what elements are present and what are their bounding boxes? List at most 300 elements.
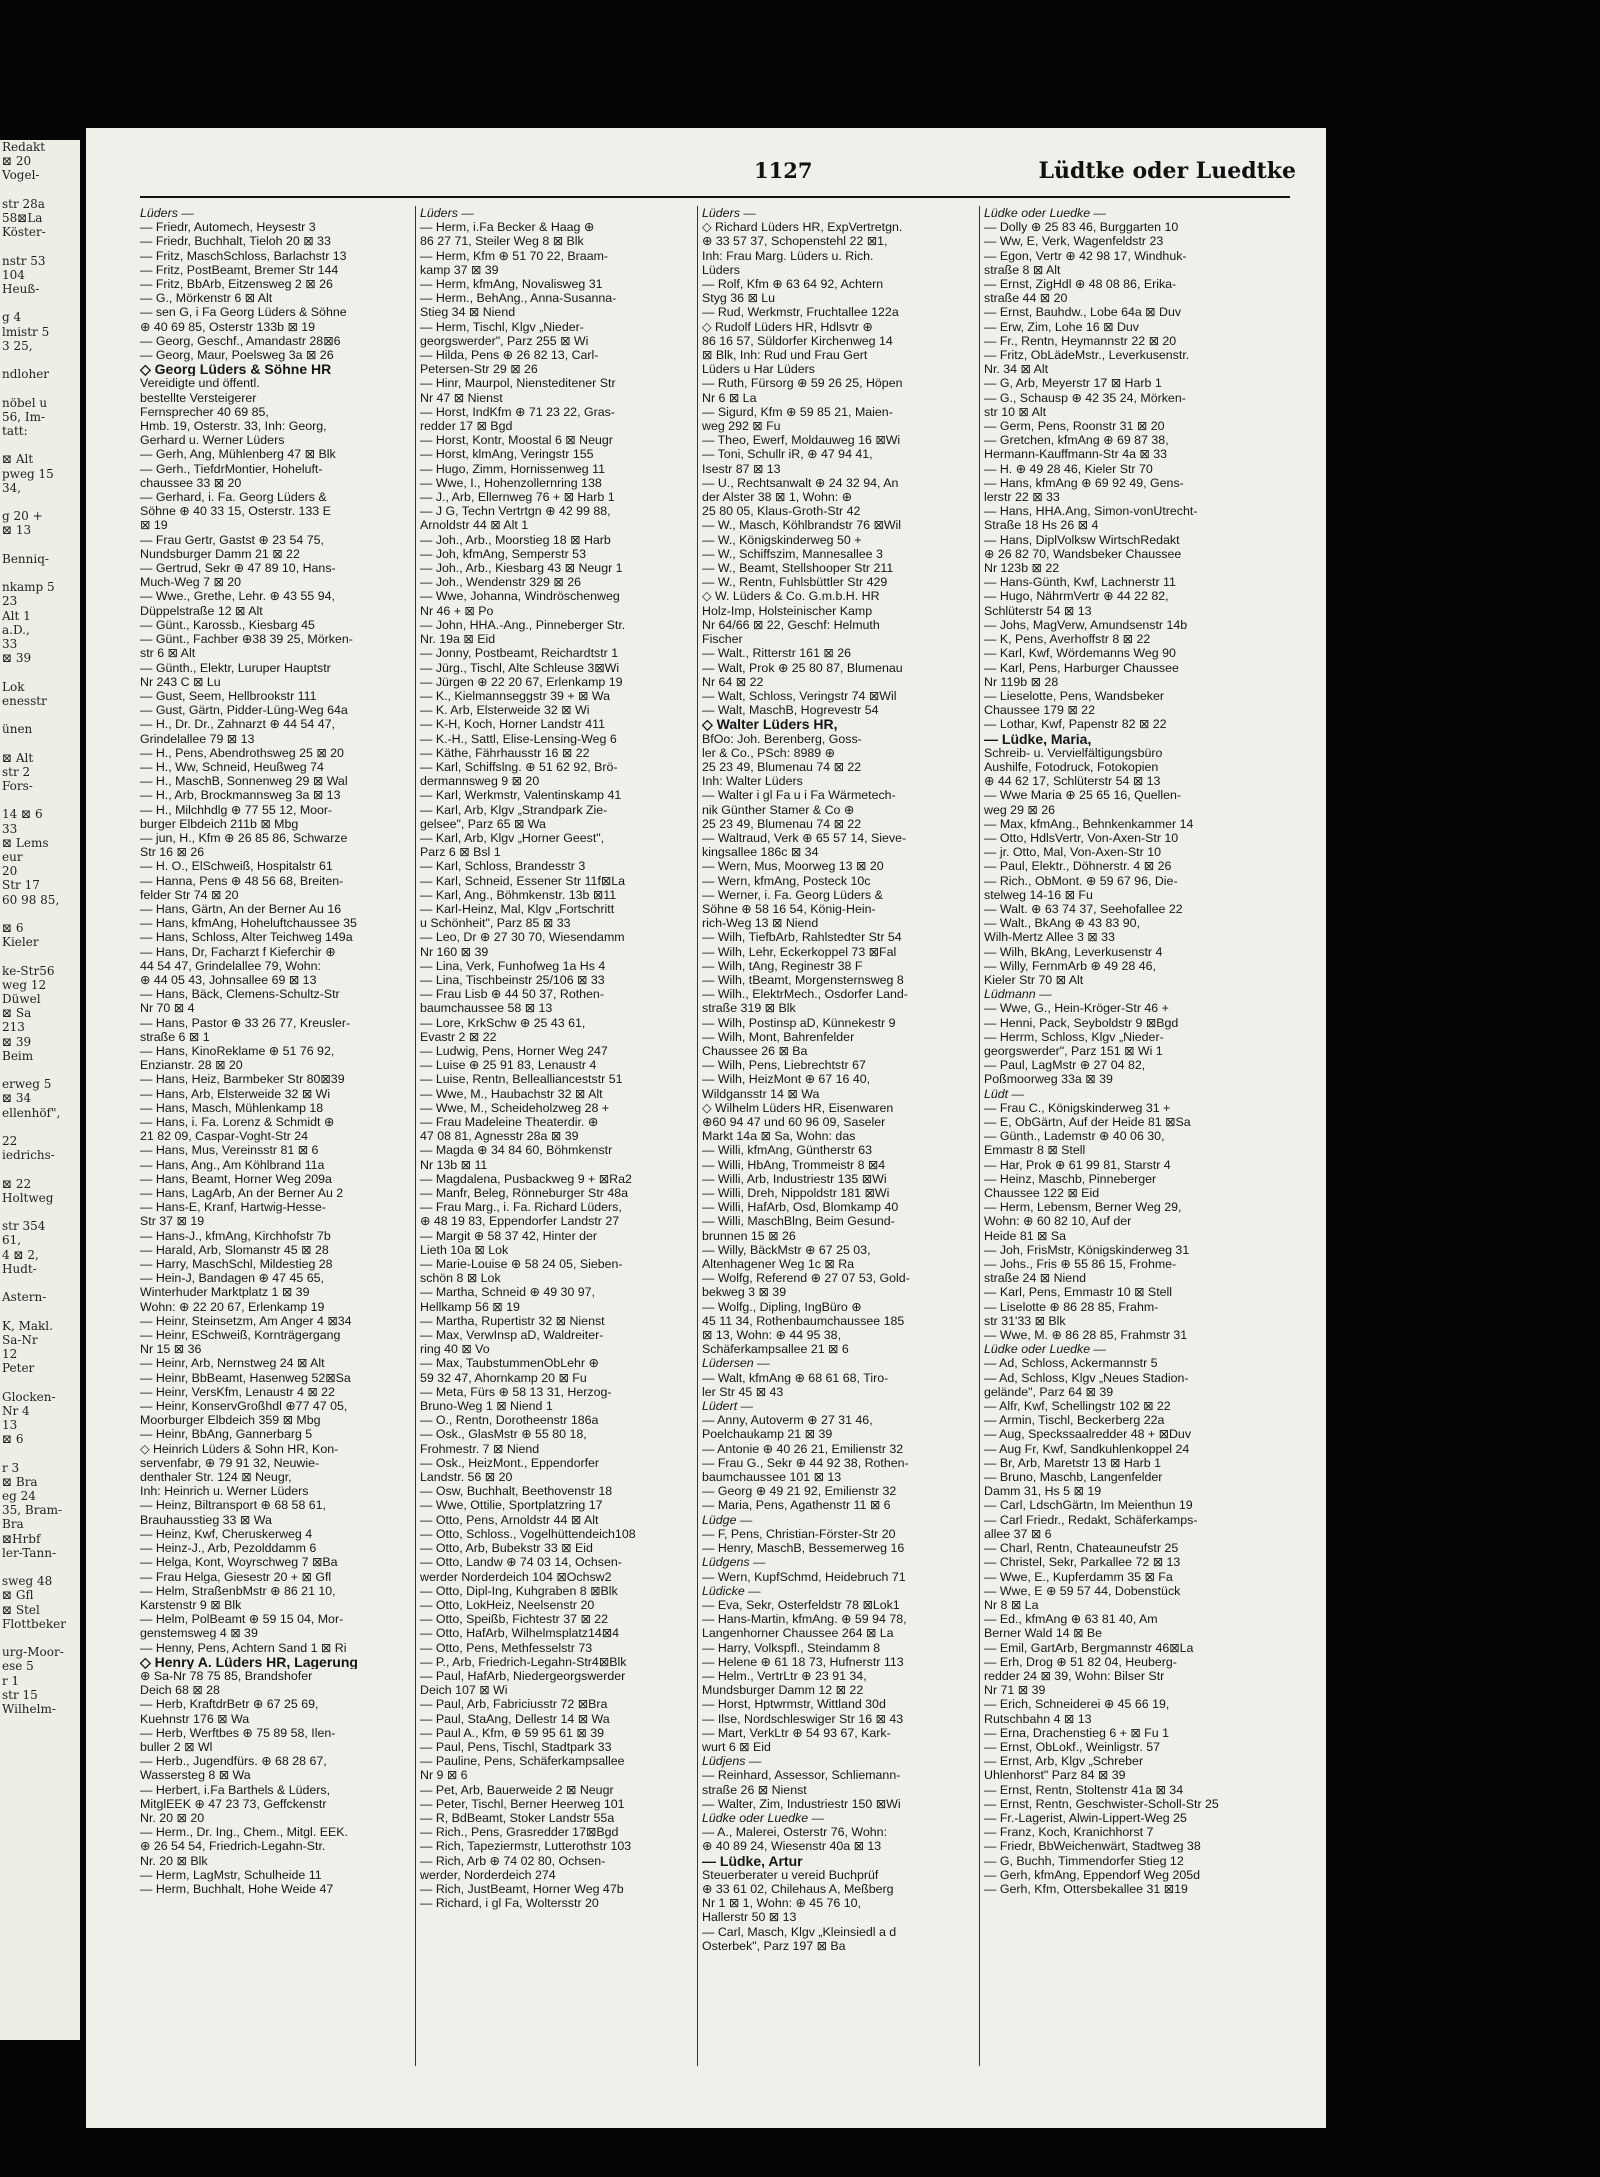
directory-entry-line: ◇ Henry A. Lüders HR, Lagerung: [140, 1654, 358, 1669]
column-2: [420, 206, 702, 2076]
directory-entry-line: Lüders: [702, 262, 740, 277]
directory-entry-line: Nr. 34 ⊠ Alt: [984, 362, 1049, 377]
directory-entry-line: — Ernst, ZigHdl ⊕ 48 08 86, Erika-: [984, 277, 1177, 292]
directory-entry-line: buller 2 ⊠ Wl: [140, 1739, 213, 1754]
directory-entry-line: — Heinr, Steinsetzm, Am Anger 4 ⊠34: [140, 1313, 352, 1328]
directory-entry-line: — Hans, kfmAng ⊕ 69 92 49, Gens-: [984, 475, 1184, 490]
directory-entry-line: — Gust, Seem, Hellbrookstr 111: [140, 688, 317, 703]
left-page-fragment-text: ⊠ 39: [2, 1034, 32, 1049]
directory-entry-line: — H. O., ElSchweiß, Hospitalstr 61: [140, 859, 333, 874]
directory-entry-line: — Willi, kfmAng, Güntherstr 63: [702, 1143, 873, 1158]
directory-entry-line: — Heinz-J., Arb, Pezolddamm 6: [140, 1541, 317, 1556]
directory-entry-line: kamp 37 ⊠ 39: [420, 262, 499, 277]
left-page-fragment-text: ⊠ Alt: [2, 750, 34, 765]
directory-entry-line: — Leo, Dr ⊕ 27 30 70, Wiesendamm: [420, 930, 625, 945]
directory-entry-line: — Jürg., Tischl, Alte Schleuse 3⊠Wi: [420, 660, 620, 675]
left-page-fragment-text: Heuß-: [2, 282, 40, 296]
directory-entry-line: — Wern, Mus, Moorweg 13 ⊠ 20: [702, 859, 884, 874]
directory-entry-line: — Herb, KraftdrBetr ⊕ 67 25 69,: [140, 1697, 319, 1712]
left-page-fragment-text: ese 5: [2, 1659, 34, 1674]
directory-entry-line: — Rolf, Kfm ⊕ 63 64 92, Achtern: [702, 277, 884, 292]
directory-entry-line: — Ruth, Fürsorg ⊕ 59 26 25, Höpen: [702, 376, 903, 391]
directory-entry-line: — Mart, VerkLtr ⊕ 54 93 67, Kark-: [702, 1725, 891, 1740]
directory-entry-line: — Paul A., Kfm, ⊕ 59 95 61 ⊠ 39: [420, 1725, 605, 1740]
surname-heading: Lüders —: [140, 206, 194, 220]
directory-entry-line: — Hans, LagArb, An der Berner Au 2: [140, 1186, 344, 1201]
directory-entry-line: — Hans, Masch, Mühlenkamp 18: [140, 1100, 324, 1115]
directory-entry-line: — Carl, Masch, Klgv „Kleinsiedl a d: [702, 1924, 897, 1939]
directory-entry-line: Kieler Str 70 ⊠ Alt: [984, 972, 1084, 987]
directory-entry-line: chaussee 33 ⊠ 20: [140, 475, 242, 490]
directory-entry-line: — Ernst, Rentn, Stoltenstr 41a ⊠ 34: [984, 1782, 1184, 1797]
left-page-fragment-text: ⊠ Sa: [2, 1006, 32, 1021]
directory-entry-line: — Horst, Kontr, Moostal 6 ⊠ Neugr: [420, 433, 613, 448]
directory-entry-line: — Helene ⊕ 61 18 73, Hufnerstr 113: [702, 1654, 904, 1669]
directory-entry-line: — Herbert, i.Fa Barthels & Lüders,: [140, 1782, 331, 1797]
left-page-fragment-text: 61,: [2, 1233, 22, 1248]
left-page-fragment-text: Benniq-: [2, 551, 49, 566]
left-page-fragment-text: ⊠ 39: [2, 651, 32, 666]
directory-entry-line: Deich 107 ⊠ Wi: [420, 1683, 508, 1698]
directory-entry-line: Berner Wald 14 ⊠ Be: [984, 1626, 1103, 1641]
directory-entry-line: — Ad, Schloss, Klgv „Neues Stadion-: [984, 1370, 1189, 1385]
directory-entry-line: Parz 6 ⊠ Bsl 1: [420, 845, 501, 860]
left-page-fragment-text: lmistr 5: [2, 324, 50, 339]
directory-entry-line: wurt 6 ⊠ Eid: [702, 1739, 771, 1754]
directory-entry-line: — K-H, Koch, Horner Landstr 411: [420, 717, 606, 732]
directory-entry-line: ◇ Richard Lüders HR, ExpVertretgn.: [702, 220, 903, 235]
directory-entry-line: — Georg, Maur, Poelsweg 3a ⊠ 26: [140, 348, 334, 363]
directory-entry-line: Hermann-Kauffmann-Str 4a ⊠ 33: [984, 447, 1168, 462]
directory-entry-line: — Georg, Geschf., Amandastr 28⊠6: [140, 333, 341, 348]
left-page-fragment-text: Str 17: [2, 878, 40, 893]
directory-entry-line: Nr 243 C ⊠ Lu: [140, 674, 221, 689]
directory-entry-line: — Herm, kfmAng, Novalisweg 31: [420, 277, 603, 292]
directory-entry-line: — Ww, E, Verk, Wagenfeldstr 23: [984, 234, 1164, 249]
directory-entry-line: — Friedr, Automech, Heysestr 3: [140, 220, 316, 235]
directory-entry-line: — Osk., HeizMont., Eppendorfer: [420, 1455, 600, 1470]
directory-entry-line: — Osk., GlasMstr ⊕ 55 80 18,: [420, 1427, 587, 1442]
directory-entry-line: straße 8 ⊠ Alt: [984, 262, 1061, 277]
directory-entry-line: — Wilh, Pens, Liebrechtstr 67: [702, 1058, 866, 1073]
directory-entry-line: — Helm, PolBeamt ⊕ 59 15 04, Mor-: [140, 1612, 344, 1627]
directory-entry-line: — Harry, MaschSchl, Mildestieg 28: [140, 1257, 333, 1272]
directory-entry-line: — Otto, Schloss., Vogelhüttendeich108: [420, 1526, 636, 1541]
directory-entry-line: der Alster 38 ⊠ 1, Wohn: ⊕: [702, 490, 853, 505]
directory-entry-line: — Karl-Heinz, Mal, Klgv „Fortschritt: [420, 901, 615, 916]
directory-entry-line: Schäferkampsallee 21 ⊠ 6: [702, 1342, 849, 1357]
directory-entry-line: 86 16 57, Süldorfer Kirchenweg 14: [702, 333, 893, 348]
directory-entry-line: — Heinr, BbAng, Gannerbarg 5: [140, 1427, 313, 1442]
directory-entry-line: — Hans-Günth, Kwf, Lachnerstr 11: [984, 575, 1176, 590]
directory-entry-line: — Martha, Rupertistr 32 ⊠ Nienst: [420, 1313, 605, 1328]
directory-entry-line: — Reinhard, Assessor, Schliemann-: [702, 1768, 901, 1783]
directory-entry-line: — Wilh, tBeamt, Morgensternsweg 8: [702, 972, 904, 987]
directory-entry-line: — Br, Arb, Maretstr 13 ⊠ Harb 1: [984, 1455, 1162, 1470]
directory-entry-line: — Aug Fr, Kwf, Sandkuhlenkoppel 24: [984, 1441, 1190, 1456]
directory-entry-line: — H., Pens, Abendrothsweg 25 ⊠ 20: [140, 745, 344, 760]
directory-entry-line: Styg 36 ⊠ Lu: [702, 291, 776, 306]
directory-entry-line: — Wilh., ElektrMech., Osdorfer Land-: [702, 987, 908, 1002]
directory-entry-line: — Willy, BäckMstr ⊕ 67 25 03,: [702, 1242, 871, 1257]
directory-entry-line: — Frau Marg., i. Fa. Richard Lüders,: [420, 1200, 622, 1215]
directory-entry-line: — Hans, Mus, Vereinsstr 81 ⊠ 6: [140, 1143, 319, 1158]
directory-entry-line: Lieth 10a ⊠ Lok: [420, 1242, 509, 1257]
directory-entry-line: ring 40 ⊠ Vo: [420, 1342, 490, 1357]
directory-entry-line: werder, Norderdeich 274: [420, 1867, 556, 1882]
directory-entry-line: ◇ Rudolf Lüders HR, Hdlsvtr ⊕: [702, 319, 873, 334]
directory-entry-line: Fischer: [702, 632, 743, 647]
directory-entry-line: — Joh, kfmAng, Semperstr 53: [420, 546, 586, 561]
directory-entry-line: — Charl, Rentn, Chateauneufstr 25: [984, 1541, 1179, 1556]
surname-heading: Lüdt —: [984, 1086, 1024, 1101]
directory-entry-line: — Wilh, tAng, Reginestr 38 F: [702, 958, 863, 973]
directory-entry-line: — Ernst, ObLokf., Weinligstr. 57: [984, 1739, 1161, 1754]
directory-entry-line: baumchaussee 101 ⊠ 13: [702, 1470, 842, 1485]
directory-entry-line: — Walt, Schloss, Veringstr 74 ⊠Wil: [702, 688, 897, 703]
directory-entry-line: Wohn: ⊕ 60 82 10, Auf der: [984, 1214, 1132, 1229]
directory-entry-line: — Willi, HbAng, Trommeistr 8 ⊠4: [702, 1157, 886, 1172]
directory-entry-line: — Willi, HafArb, Osd, Blomkamp 40: [702, 1200, 899, 1215]
directory-entry-line: Nr. 20 ⊠ Blk: [140, 1853, 208, 1868]
directory-entry-line: — Joh., Arb., Moorstieg 18 ⊠ Harb: [420, 532, 611, 547]
directory-entry-line: Nr 71 ⊠ 39: [984, 1683, 1046, 1698]
left-page-fragment-text: Peter: [2, 1361, 35, 1376]
directory-entry-line: — Karl, Werkmstr, Valentinskamp 41: [420, 788, 622, 803]
directory-entry-line: — Otto, Dipl-Ing, Kuhgraben 8 ⊠Blk: [420, 1583, 618, 1598]
left-page-fragment-text: 33: [2, 637, 18, 651]
left-page-fragment-text: g 20 +: [2, 509, 43, 524]
directory-entry-line: Nr 8 ⊠ La: [984, 1597, 1039, 1612]
directory-entry-line: — Wilh, Postinsp aD, Künnekestr 9: [702, 1015, 896, 1030]
directory-entry-line: — Christel, Sekr, Parkallee 72 ⊠ 13: [984, 1555, 1181, 1570]
directory-entry-line: straße 24 ⊠ Niend: [984, 1271, 1086, 1286]
directory-entry-line: — Armin, Tischl, Beckerberg 22a: [984, 1413, 1165, 1428]
directory-entry-line: — Ernst, Arb, Klgv „Schreber: [984, 1754, 1144, 1769]
directory-entry-line: Inh: Frau Marg. Lüders u. Rich.: [702, 248, 874, 263]
directory-entry-line: — Heinz, Maschb, Pinneberger: [984, 1171, 1157, 1186]
directory-entry-line: — Paul, Arb, Fabriciusstr 72 ⊠Bra: [420, 1697, 608, 1712]
directory-entry-line: — Fritz, BbArb, Eitzensweg 2 ⊠ 26: [140, 277, 333, 292]
directory-entry-line: — Rich, Tapeziermstr, Lutterothstr 103: [420, 1839, 632, 1854]
directory-entry-line: Nr 46 + ⊠ Po: [420, 603, 494, 618]
page-header: [86, 158, 1326, 194]
surname-heading: Lüdicke —: [702, 1583, 761, 1598]
left-page-fragment-text: sweg 48: [2, 1574, 53, 1589]
left-page-fragment-text: 56, Im-: [2, 409, 46, 424]
directory-entry-line: — Paul, LagMstr ⊕ 27 04 82,: [984, 1058, 1146, 1073]
directory-entry-line: schön 8 ⊠ Lok: [420, 1271, 501, 1286]
directory-entry-line: redder 17 ⊠ Bgd: [420, 419, 513, 434]
directory-entry-line: Nr 119b ⊠ 28: [984, 674, 1059, 689]
directory-entry-line: — K, Pens, Averhoffstr 8 ⊠ 22: [984, 632, 1151, 647]
directory-entry-line: — Friedr, BbWeichenwärt, Stadtweg 38: [984, 1839, 1201, 1854]
left-page-fragment-text: Flottbeker: [2, 1616, 66, 1631]
directory-entry-line: str 10 ⊠ Alt: [984, 404, 1047, 419]
directory-entry-line: Inh: Walter Lüders: [702, 774, 803, 789]
left-page-fragment-text: 23: [2, 594, 18, 609]
directory-entry-line: Evastr 2 ⊠ 22: [420, 1029, 497, 1044]
directory-entry-line: — Dolly ⊕ 25 83 46, Burggarten 10: [984, 220, 1179, 235]
directory-entry-line: Grindelallee 79 ⊠ 13: [140, 731, 255, 746]
directory-entry-line: dermannsweg 9 ⊠ 20: [420, 774, 540, 789]
directory-entry-line: — Walt, MaschB, Hogrevestr 54: [702, 703, 879, 718]
directory-entry-line: — Frau Helga, Giesestr 20 + ⊠ Gfl: [140, 1569, 332, 1584]
directory-entry-line: — Karl, Schneid, Essener Str 11f⊠La: [420, 873, 626, 888]
directory-entry-line: Hallerstr 50 ⊠ 13: [702, 1910, 797, 1925]
directory-entry-line: — Lüdke, Maria,: [984, 731, 1092, 746]
left-page-fragment-text: Sa-Nr: [2, 1332, 38, 1347]
directory-entry-line: — Otto, HdlsVertr, Von-Axen-Str 10: [984, 830, 1179, 845]
left-page-fragment-text: ⊠ 34: [2, 1091, 32, 1106]
directory-entry-line: — Wwe, G., Hein-Kröger-Str 46 +: [984, 1001, 1169, 1016]
directory-entry-line: Inh: Heinrich u. Werner Lüders: [140, 1484, 309, 1499]
directory-entry-line: Heide 81 ⊠ Sa: [984, 1228, 1067, 1243]
directory-entry-line: — Richard, i gl Fa, Woltersstr 20: [420, 1896, 599, 1911]
directory-entry-line: — Aug, Speckssaalredder 48 + ⊠Duv: [984, 1427, 1192, 1442]
directory-entry-line: — Herb, Werftbes ⊕ 75 89 58, Ilen-: [140, 1725, 336, 1740]
left-page-fragment-text: enesstr: [2, 693, 47, 708]
directory-entry-line: straße 44 ⊠ 20: [984, 291, 1068, 306]
directory-entry-line: — G., Mörkenstr 6 ⊠ Alt: [140, 291, 273, 306]
directory-entry-line: gelände", Parz 64 ⊠ 39: [984, 1384, 1114, 1399]
left-page-fragment-text: str 354: [2, 1219, 46, 1234]
directory-entry-line: Düppelstraße 12 ⊠ Alt: [140, 603, 263, 618]
directory-entry-line: ◇ Wilhelm Lüders HR, Eisenwaren: [702, 1100, 894, 1115]
directory-entry-line: — Hans, HHA.Ang, Simon-vonUtrecht-: [984, 504, 1198, 519]
directory-entry-line: — Germ, Pens, Roonstr 31 ⊠ 20: [984, 419, 1165, 434]
directory-entry-line: Damm 31, Hs 5 ⊠ 19: [984, 1484, 1102, 1499]
directory-entry-line: — Erw, Zim, Lohe 16 ⊠ Duv: [984, 319, 1139, 334]
directory-entry-line: — Hans, Gärtn, An der Berner Au 16: [140, 901, 342, 916]
directory-entry-line: — Wern, KupfSchmd, Heidebruch 71: [702, 1569, 906, 1584]
directory-entry-line: bekweg 3 ⊠ 39: [702, 1285, 787, 1300]
directory-entry-line: Deich 68 ⊠ 28: [140, 1683, 220, 1698]
directory-entry-line: — Max, VerwInsp aD, Waldreiter-: [420, 1328, 604, 1343]
directory-entry-line: — Hans, Dr, Facharzt f Kieferchir ⊕: [140, 944, 336, 959]
directory-entry-line: — Fr.-Lagerist, Alwin-Lippert-Weg 25: [984, 1810, 1187, 1825]
directory-entry-line: — Horst, Hptwrmstr, Wittland 30d: [702, 1697, 886, 1712]
directory-entry-line: Stieg 34 ⊠ Niend: [420, 305, 516, 320]
directory-entry-line: — Jonny, Postbeamt, Reichardtstr 1: [420, 646, 619, 661]
directory-entry-line: ⊕ 26 82 70, Wandsbeker Chaussee: [984, 546, 1182, 561]
directory-entry-line: — Max, kfmAng., Behnkenkammer 14: [984, 816, 1194, 831]
surname-heading: Lüdge —: [702, 1512, 753, 1527]
left-page-fragment-text: Köster-: [2, 225, 46, 240]
left-page-fragment-text: Kieler: [2, 935, 39, 950]
directory-entry-line: — Lina, Verk, Funhofweg 1a Hs 4: [420, 958, 606, 973]
directory-entry-line: — Wilh, BkAng, Leverkusenstr 4: [984, 944, 1163, 959]
directory-entry-line: — K., Kielmannseggstr 39 + ⊠ Wa: [420, 688, 611, 703]
directory-entry-line: — Fritz, PostBeamt, Bremer Str 144: [140, 262, 339, 277]
directory-entry-line: — Sigurd, Kfm ⊕ 59 85 21, Maien-: [702, 404, 893, 419]
directory-entry-line: Wassersteg 8 ⊠ Wa: [140, 1768, 251, 1783]
running-head: Lüdtke oder Luedtke: [1038, 158, 1296, 184]
directory-entry-line: Poelchaukamp 21 ⊠ 39: [702, 1427, 833, 1442]
left-page-fragment-text: erweg 5: [2, 1077, 52, 1092]
left-page-fragment-text: ⊠Hrbf: [2, 1531, 41, 1546]
directory-entry-line: Kuehnstr 176 ⊠ Wa: [140, 1711, 250, 1726]
directory-entry-line: ◇ Heinrich Lüders & Sohn HR, Kon-: [140, 1441, 339, 1456]
left-page-fragment-text: 60 98 85,: [2, 892, 60, 907]
directory-entry-line: 44 54 47, Grindelallee 79, Wohn:: [140, 958, 321, 973]
directory-entry-line: Nundsburger Damm 21 ⊠ 22: [140, 546, 300, 561]
directory-entry-line: — Otto, Pens, Methfesselstr 73: [420, 1640, 593, 1655]
left-page-fragment-text: 35, Bram-: [2, 1503, 63, 1518]
directory-entry-line: Steuerberater u vereid Buchprüf: [702, 1867, 879, 1882]
directory-entry-line: — W., Masch, Köhlbrandstr 76 ⊠Wil: [702, 518, 902, 533]
directory-entry-line: — E, ObGärtn, Auf der Heide 81 ⊠Sa: [984, 1115, 1191, 1129]
left-page-fragment-text: Lok: [2, 679, 25, 694]
directory-entry-line: — Ludwig, Pens, Horner Weg 247: [420, 1043, 608, 1058]
left-page-fragment-text: 14 ⊠ 6: [2, 807, 43, 822]
directory-entry-line: Gerhard u. Werner Lüders: [140, 433, 285, 448]
directory-entry-line: ◇ W. Lüders & Co. G.m.b.H. HR: [702, 589, 880, 604]
directory-entry-line: georgswerder", Parz 151 ⊠ Wi 1: [984, 1043, 1163, 1058]
directory-entry-line: — Wolfg., Dipling, IngBüro ⊕: [702, 1299, 862, 1314]
directory-entry-line: ⊠ Blk, Inh: Rud und Frau Gert: [702, 348, 868, 363]
directory-entry-line: Nr 6 ⊠ La: [702, 390, 757, 405]
directory-entry-line: — Walt, Prok ⊕ 25 80 87, Blumenau: [702, 660, 903, 675]
directory-entry-line: — Otto, Landw ⊕ 74 03 14, Ochsen-: [420, 1555, 622, 1570]
directory-entry-line: — Pauline, Pens, Schäferkampsallee: [420, 1754, 625, 1769]
directory-entry-line: Hmb. 19, Osterstr. 33, Inh: Georg,: [140, 419, 327, 434]
left-page-fragment-text: Redakt: [2, 140, 46, 154]
directory-entry-line: — Paul, Elektr., Döhnerstr. 4 ⊠ 26: [984, 859, 1172, 874]
directory-entry-line: — Ernst, Rentn, Geschwister-Scholl-Str 25: [984, 1796, 1219, 1811]
directory-entry-line: Mundsburger Damm 12 ⊠ 22: [702, 1683, 864, 1698]
directory-entry-line: — Hans, kfmAng, Hoheluftchaussee 35: [140, 916, 357, 931]
directory-entry-line: — Harry, Volkspfl., Steindamm 8: [702, 1640, 881, 1655]
directory-entry-line: felder Str 74 ⊠ 20: [140, 887, 239, 902]
directory-entry-line: — Wwe, Ottilie, Sportplatzring 17: [420, 1498, 603, 1513]
directory-entry-line: — Günt., Karossb., Kiesbarg 45: [140, 617, 315, 632]
directory-entry-line: — Waltraud, Verk ⊕ 65 57 14, Sieve-: [702, 830, 907, 845]
directory-entry-line: — Wwe, M., Haubachstr 32 ⊠ Alt: [420, 1086, 603, 1101]
directory-entry-line: Nr 13b ⊠ 11: [420, 1157, 488, 1172]
directory-entry-line: — Frau G., Sekr ⊕ 44 92 38, Rothen-: [702, 1455, 909, 1470]
directory-entry-line: werder Norderdeich 104 ⊠Ochsw2: [420, 1569, 612, 1584]
left-page-fragment-text: ⊠ 13: [2, 523, 32, 538]
directory-entry-line: — Walter i gl Fa u i Fa Wärmetech-: [702, 788, 896, 803]
directory-entry-line: — Walt., BkAng ⊕ 43 83 90,: [984, 916, 1140, 931]
directory-entry-line: — Hilda, Pens ⊕ 26 82 13, Carl-: [420, 348, 599, 363]
surname-heading: Lüdke oder Luedke —: [702, 1810, 824, 1825]
header-rule: [140, 196, 1290, 198]
surname-heading: Lüdgens —: [702, 1555, 766, 1570]
directory-entry-line: — Rich, JustBeamt, Horner Weg 47b: [420, 1881, 624, 1896]
directory-entry-line: — Karl, Pens, Harburger Chaussee: [984, 660, 1179, 675]
directory-entry-line: — Otto, Pens, Arnoldstr 44 ⊠ Alt: [420, 1512, 599, 1527]
directory-entry-line: — Herm., Dr. Ing., Chem., Mitgl. EEK.: [140, 1825, 348, 1840]
left-page-fragment-text: str 15: [2, 1687, 38, 1702]
directory-entry-line: kingsallee 186c ⊠ 34: [702, 845, 819, 860]
directory-entry-line: — Carl Friedr., Redakt, Schäferkamps-: [984, 1512, 1198, 1527]
directory-entry-line: Wohn: ⊕ 22 20 67, Erlenkamp 19: [140, 1299, 325, 1314]
directory-entry-line: — Meta, Fürs ⊕ 58 13 31, Herzog-: [420, 1384, 612, 1399]
directory-entry-line: — Gerh, Ang, Mühlenberg 47 ⊠ Blk: [140, 447, 336, 462]
left-page-fragment-text: nstr 53: [2, 253, 46, 268]
directory-entry-line: — Max, TaubstummenObLehr ⊕: [420, 1356, 599, 1371]
directory-entry-line: — Otto, LokHeiz, Neelsenstr 20: [420, 1597, 595, 1612]
directory-entry-line: — Joh., Wendenstr 329 ⊠ 26: [420, 575, 581, 590]
directory-entry-line: — Gust, Gärtn, Pidder-Lüng-Weg 64a: [140, 703, 348, 718]
directory-entry-line: — Ad, Schloss, Ackermannstr 5: [984, 1356, 1158, 1371]
left-page-fragment-text: ⊠ Alt: [2, 452, 34, 467]
directory-entry-line: — Heinz, Biltransport ⊕ 68 58 61,: [140, 1498, 327, 1513]
surname-heading: Lüdke oder Luedke —: [984, 206, 1106, 220]
left-page-fragment-text: ⊠ Lems: [2, 835, 49, 850]
directory-entry-line: Enzianstr. 28 ⊠ 20: [140, 1058, 243, 1073]
directory-entry-line: — Wilh, Lehr, Eckerkoppel 73 ⊠Fal: [702, 944, 897, 959]
directory-entry-line: — Herm., BehAng., Anna-Susanna-: [420, 291, 617, 306]
left-page-fragment-text: str 2: [2, 764, 31, 779]
directory-entry-line: — Günth., Elektr, Luruper Hauptstr: [140, 660, 331, 675]
directory-entry-line: Chaussee 179 ⊠ 22: [984, 703, 1095, 718]
directory-entry-line: — R, BdBeamt, Stoker Landstr 55a: [420, 1810, 615, 1825]
directory-entry-line: — Lothar, Kwf, Papenstr 82 ⊠ 22: [984, 717, 1167, 732]
directory-entry-line: Isestr 87 ⊠ 13: [702, 461, 781, 476]
left-page-fragment-text: ler-Tann-: [2, 1545, 57, 1560]
directory-entry-line: — Willi, Dreh, Nippoldstr 181 ⊠Wi: [702, 1186, 890, 1201]
directory-entry-line: stelweg 14-16 ⊠ Fu: [984, 887, 1093, 902]
directory-entry-line: — Walt. ⊕ 63 74 37, Seehofallee 22: [984, 901, 1183, 916]
directory-entry-line: Lüders u Har Lüders: [702, 362, 815, 377]
directory-entry-line: — Gerh, Kfm, Ottersbekallee 31 ⊠19: [984, 1881, 1188, 1896]
left-page-fragment-text: ⊠ 22: [2, 1176, 32, 1191]
directory-entry-line: str 6 ⊠ Alt: [140, 646, 196, 661]
directory-entry-line: — Wilh, TiefbArb, Rahlstedter Str 54: [702, 930, 902, 945]
directory-entry-line: Vereidigte und öffentl.: [140, 376, 260, 391]
directory-entry-line: — Karl, Pens, Emmastr 10 ⊠ Stell: [984, 1285, 1173, 1300]
directory-entry-line: straße 319 ⊠ Blk: [702, 1001, 796, 1016]
directory-entry-line: — W., Schiffszim, Mannesallee 3: [702, 546, 883, 561]
directory-entry-line: Fernsprecher 40 69 85,: [140, 404, 269, 419]
left-page-fragment-text: eur: [2, 850, 23, 864]
directory-entry-line: — Egon, Vertr ⊕ 42 98 17, Windhuk-: [984, 248, 1187, 263]
directory-entry-line: — Günt., Fachber ⊕38 39 25, Mörken-: [140, 632, 353, 647]
left-page-fragment-text: Fors-: [2, 779, 33, 793]
directory-entry-line: allee 37 ⊠ 6: [984, 1526, 1052, 1541]
directory-entry-line: — Hans-J., kfmAng, Kirchhofstr 7b: [140, 1228, 331, 1243]
directory-entry-line: — Ernst, Bauhdw., Lobe 64a ⊠ Duv: [984, 305, 1182, 320]
directory-entry-line: Wilh-Mertz Allee 3 ⊠ 33: [984, 930, 1115, 945]
directory-entry-line: — Gerh., TiefdrMontier, Hoheluft-: [140, 461, 323, 476]
directory-entry-line: — H. ⊕ 49 28 46, Kieler Str 70: [984, 461, 1153, 476]
directory-entry-line: — O., Rentn, Dorotheenstr 186a: [420, 1413, 599, 1428]
left-page-fragment-text: ke-Str56: [2, 963, 55, 978]
left-page-fragment-text: 104: [2, 267, 25, 282]
left-page-fragment-text: str 28a: [2, 196, 45, 211]
directory-entry-line: Straße 18 Hs 26 ⊠ 4: [984, 518, 1099, 533]
left-page-fragment-text: iedrichs-: [2, 1148, 55, 1163]
left-page-fragment-text: tatt:: [2, 424, 28, 438]
directory-entry-line: 86 27 71, Steiler Weg 8 ⊠ Blk: [420, 234, 584, 249]
left-page-fragment-text: ndloher: [2, 367, 50, 382]
directory-entry-line: — Peter, Tischl, Berner Heerweg 101: [420, 1796, 625, 1811]
directory-entry-line: georgswerder", Parz 255 ⊠ Wi: [420, 333, 589, 348]
directory-entry-line: — Hinr, Maurpol, Niensteditener Str: [420, 376, 616, 391]
directory-entry-line: — Liselotte ⊕ 86 28 85, Frahm-: [984, 1299, 1159, 1314]
directory-entry-line: — K. Arb, Elsterweide 32 ⊠ Wi: [420, 703, 590, 718]
directory-entry-line: — Antonie ⊕ 40 26 21, Emilienstr 32: [702, 1441, 904, 1456]
directory-entry-line: Landstr. 56 ⊠ 20: [420, 1470, 513, 1485]
directory-entry-line: — Hans, Bäck, Clemens-Schultz-Str: [140, 987, 340, 1002]
left-page-fragment-text: Vogel-: [2, 168, 40, 183]
directory-entry-line: Moorburger Elbdeich 359 ⊠ Mbg: [140, 1413, 321, 1428]
directory-entry-line: — Hugo, Zimm, Hornissenweg 11: [420, 461, 606, 476]
left-page-fragment-text: 20: [2, 864, 18, 879]
